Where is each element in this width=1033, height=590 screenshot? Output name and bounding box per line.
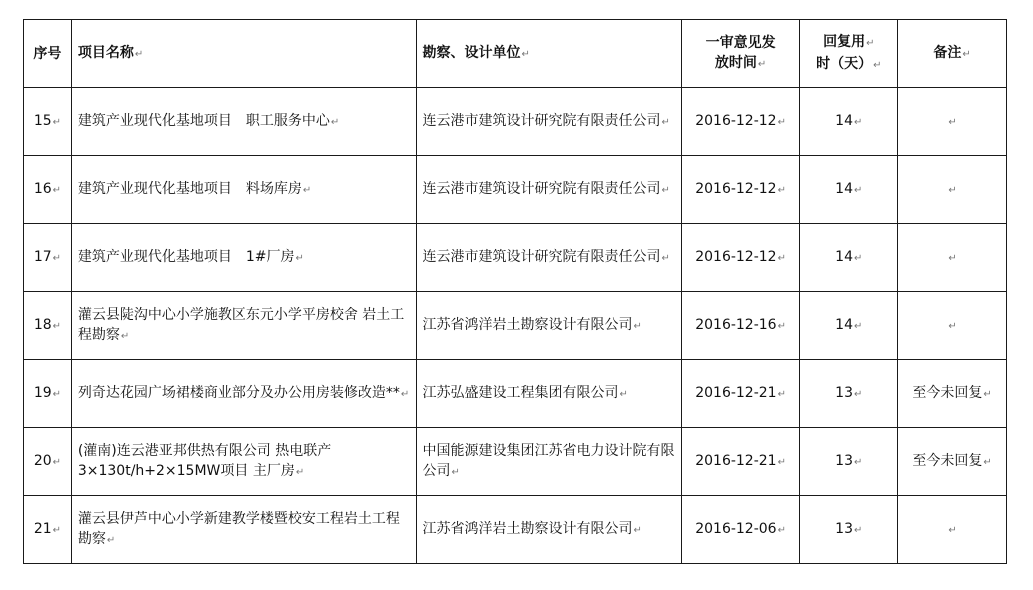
serial-no-text: 17 [33, 248, 52, 265]
paragraph-mark-icon: ↵ [854, 456, 863, 468]
project-name-text: 灌云县陡沟中心小学施教区东元小学平房校舍 岩土工程勘察 [77, 306, 405, 343]
project-name-text: (灌南)连云港亚邦供热有限公司 热电联产3×130t/h+2×15MW项目 主厂房 [77, 442, 332, 479]
cell-design-unit [416, 88, 681, 156]
paragraph-mark-icon: ↵ [295, 252, 304, 264]
table-row [24, 156, 1007, 224]
project-name-text: 建筑产业现代化基地项目 料场库房 [77, 180, 302, 197]
project-name-text: 建筑产业现代化基地项目 1#厂房 [77, 248, 295, 265]
paragraph-mark-icon: ↵ [854, 184, 863, 196]
cell-review-date [681, 360, 800, 428]
serial-no-text: 15 [33, 112, 52, 129]
paragraph-mark-icon: ↵ [948, 524, 957, 536]
paragraph-mark-icon: ↵ [661, 116, 670, 128]
cell-design-unit [416, 428, 681, 496]
header-project-name [71, 20, 416, 88]
header-row [24, 20, 1007, 88]
serial-no-text: 16 [33, 180, 52, 197]
paragraph-mark-icon: ↵ [521, 48, 530, 60]
paragraph-mark-icon: ↵ [777, 116, 786, 128]
cell-reply-days [800, 360, 898, 428]
paragraph-mark-icon: ↵ [330, 116, 340, 128]
table-row [24, 88, 1007, 156]
design-unit-text: 连云港市建筑设计研究院有限责任公司 [422, 180, 661, 197]
header-review-date-line1: 一审意见发 [705, 34, 776, 51]
note-text: 至今未回复 [912, 452, 983, 469]
paragraph-mark-icon: ↵ [52, 524, 62, 536]
paragraph-mark-icon: ↵ [983, 456, 992, 468]
paragraph-mark-icon: ↵ [52, 184, 62, 196]
paragraph-mark-icon: ↵ [777, 320, 786, 332]
header-serial-no [24, 20, 72, 88]
paragraph-mark-icon: ↵ [777, 184, 786, 196]
paragraph-mark-icon: ↵ [619, 388, 628, 400]
cell-reply-days [800, 224, 898, 292]
cell-note [898, 292, 1007, 360]
cell-note [898, 496, 1007, 564]
cell-serial-no [24, 224, 72, 292]
paragraph-mark-icon: ↵ [661, 184, 670, 196]
design-unit-text: 江苏省鸿洋岩土勘察设计有限公司 [422, 316, 633, 333]
review-date-text: 2016-12-06 [695, 520, 777, 537]
cell-note [898, 224, 1007, 292]
cell-review-date [681, 292, 800, 360]
review-date-text: 2016-12-12 [695, 180, 777, 197]
reply-days-text: 14 [835, 112, 853, 129]
header-design-unit-text: 勘察、设计单位 [422, 44, 521, 61]
design-unit-text: 江苏弘盛建设工程集团有限公司 [422, 384, 619, 401]
review-date-text: 2016-12-12 [695, 248, 777, 265]
paragraph-mark-icon: ↵ [854, 388, 863, 400]
header-serial-no-text: 序号 [33, 45, 62, 62]
cell-reply-days [800, 88, 898, 156]
cell-serial-no [24, 428, 72, 496]
header-review-date-line2: 放时间 [714, 54, 757, 71]
paragraph-mark-icon: ↵ [400, 388, 410, 400]
reply-days-text: 14 [835, 248, 853, 265]
design-unit-text: 江苏省鸿洋岩土勘察设计有限公司 [422, 520, 633, 537]
table-row [24, 292, 1007, 360]
paragraph-mark-icon: ↵ [295, 466, 305, 478]
note-text: 至今未回复 [912, 384, 983, 401]
cell-reply-days [800, 292, 898, 360]
header-note-text: 备注 [933, 44, 962, 61]
cell-reply-days [800, 156, 898, 224]
cell-reply-days [800, 496, 898, 564]
header-reply-days-line2: 时（天） [816, 55, 873, 72]
paragraph-mark-icon: ↵ [52, 320, 62, 332]
reply-days-text: 13 [835, 384, 853, 401]
paragraph-mark-icon: ↵ [983, 388, 992, 400]
paragraph-mark-icon: ↵ [52, 456, 62, 468]
cell-review-date [681, 496, 800, 564]
cell-serial-no [24, 292, 72, 360]
serial-no-text: 21 [33, 520, 52, 537]
project-name-text: 建筑产业现代化基地项目 职工服务中心 [77, 112, 330, 129]
paragraph-mark-icon: ↵ [866, 37, 875, 49]
cell-project-name [71, 292, 416, 360]
cell-note [898, 360, 1007, 428]
serial-no-text: 19 [33, 384, 52, 401]
paragraph-mark-icon: ↵ [948, 184, 957, 196]
design-unit-text: 连云港市建筑设计研究院有限责任公司 [422, 248, 661, 265]
header-note [898, 20, 1007, 88]
table-body [24, 88, 1007, 564]
header-design-unit [416, 20, 681, 88]
cell-serial-no [24, 88, 72, 156]
paragraph-mark-icon: ↵ [302, 184, 312, 196]
cell-note [898, 156, 1007, 224]
paragraph-mark-icon: ↵ [633, 320, 642, 332]
review-date-text: 2016-12-21 [695, 452, 777, 469]
paragraph-mark-icon: ↵ [777, 252, 786, 264]
table-row [24, 428, 1007, 496]
cell-review-date [681, 428, 800, 496]
paragraph-mark-icon: ↵ [134, 48, 144, 60]
paragraph-mark-icon: ↵ [633, 524, 642, 536]
project-name-text: 灌云县伊芦中心小学新建教学楼暨校安工程岩土工程勘察 [77, 510, 400, 547]
cell-review-date [681, 156, 800, 224]
header-project-name-text: 项目名称 [77, 44, 134, 61]
table-row [24, 360, 1007, 428]
paragraph-mark-icon: ↵ [757, 58, 767, 70]
reply-days-text: 13 [835, 452, 853, 469]
paragraph-mark-icon: ↵ [948, 116, 957, 128]
cell-design-unit [416, 496, 681, 564]
review-date-text: 2016-12-21 [695, 384, 777, 401]
paragraph-mark-icon: ↵ [52, 116, 62, 128]
cell-review-date [681, 224, 800, 292]
paragraph-mark-icon: ↵ [854, 252, 863, 264]
paragraph-mark-icon: ↵ [854, 524, 863, 536]
paragraph-mark-icon: ↵ [661, 252, 670, 264]
paragraph-mark-icon: ↵ [451, 466, 460, 478]
paragraph-mark-icon: ↵ [948, 252, 957, 264]
reply-days-text: 14 [835, 316, 853, 333]
cell-project-name [71, 428, 416, 496]
cell-design-unit [416, 156, 681, 224]
cell-serial-no [24, 496, 72, 564]
table-row [24, 224, 1007, 292]
design-unit-text: 连云港市建筑设计研究院有限责任公司 [422, 112, 661, 129]
header-review-date [681, 20, 800, 88]
paragraph-mark-icon: ↵ [948, 320, 957, 332]
design-unit-text: 中国能源建设集团江苏省电力设计院有限公司 [422, 442, 675, 479]
cell-project-name [71, 496, 416, 564]
table-row [24, 496, 1007, 564]
review-date-text: 2016-12-12 [695, 112, 777, 129]
paragraph-mark-icon: ↵ [777, 524, 786, 536]
reply-days-text: 13 [835, 520, 853, 537]
cell-project-name [71, 88, 416, 156]
paragraph-mark-icon: ↵ [106, 534, 116, 546]
cell-design-unit [416, 292, 681, 360]
header-reply-days [800, 20, 898, 88]
cell-project-name [71, 156, 416, 224]
cell-design-unit [416, 224, 681, 292]
paragraph-mark-icon: ↵ [777, 388, 786, 400]
paragraph-mark-icon: ↵ [873, 59, 882, 71]
cell-note [898, 428, 1007, 496]
paragraph-mark-icon: ↵ [777, 456, 786, 468]
cell-project-name [71, 224, 416, 292]
cell-review-date [681, 88, 800, 156]
reply-days-text: 14 [835, 180, 853, 197]
paragraph-mark-icon: ↵ [52, 388, 62, 400]
header-reply-days-line1: 回复用 [823, 33, 866, 50]
project-name-text: 列奇达花园广场裙楼商业部分及办公用房装修改造** [77, 384, 400, 401]
review-date-text: 2016-12-16 [695, 316, 777, 333]
cell-serial-no [24, 360, 72, 428]
paragraph-mark-icon: ↵ [52, 252, 62, 264]
serial-no-text: 18 [33, 316, 52, 333]
paragraph-mark-icon: ↵ [962, 48, 971, 60]
paragraph-mark-icon: ↵ [120, 330, 130, 342]
cell-reply-days [800, 428, 898, 496]
cell-serial-no [24, 156, 72, 224]
review-table [23, 19, 1007, 564]
cell-design-unit [416, 360, 681, 428]
cell-note [898, 88, 1007, 156]
paragraph-mark-icon: ↵ [854, 116, 863, 128]
serial-no-text: 20 [33, 452, 52, 469]
paragraph-mark-icon: ↵ [854, 320, 863, 332]
cell-project-name [71, 360, 416, 428]
